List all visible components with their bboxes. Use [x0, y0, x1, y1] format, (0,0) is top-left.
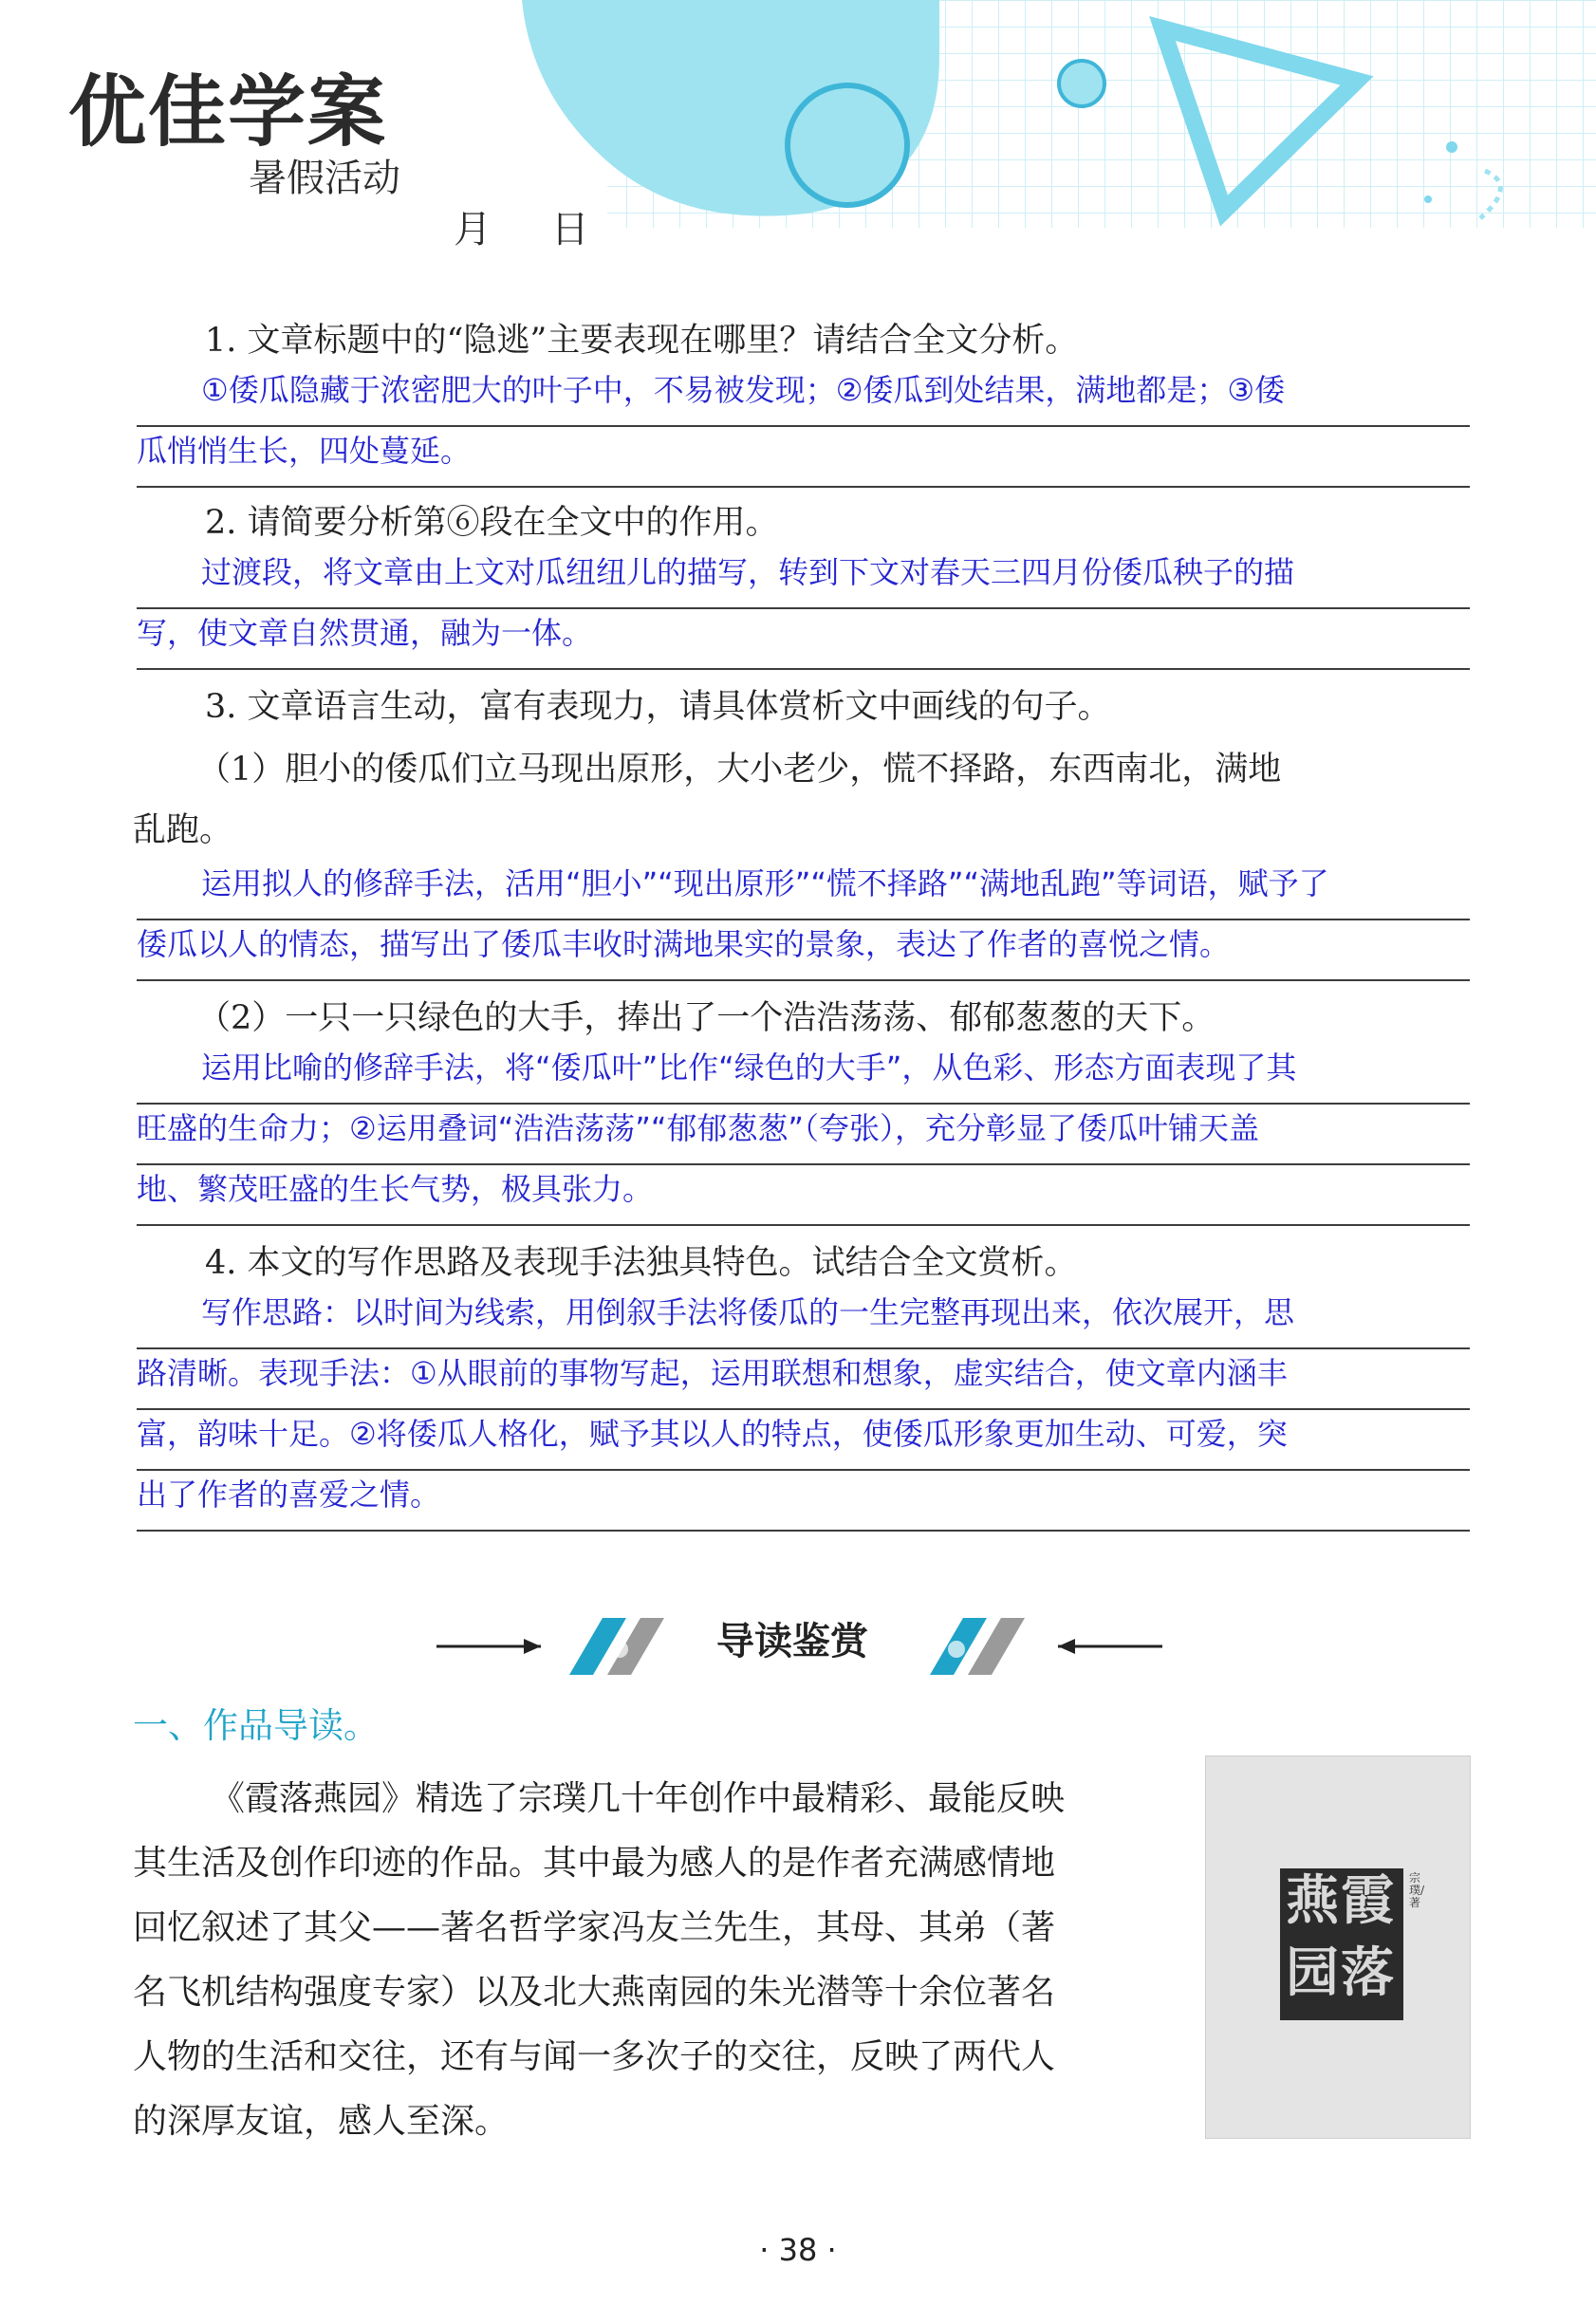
answer-line: 出了作者的喜爱之情。 — [137, 1471, 1470, 1532]
answer-4 — [137, 1289, 1470, 1532]
intro-paragraph — [133, 1767, 1177, 2154]
answer-line: ①倭瓜隐藏于浓密肥大的叶子中，不易被发现；②倭瓜到处结果，满地都是；③倭 — [137, 366, 1470, 427]
header-decoration — [493, 0, 1596, 256]
paragraph-line: 人物的生活和交往，还有与闻一多次子的交往，反映了两代人 — [133, 2037, 1056, 2076]
book-title-char: 园 — [1286, 1941, 1339, 2004]
book-author: 宗璞/著 — [1409, 1871, 1425, 1910]
paragraph-line: 《霞落燕园》精选了宗璞几十年创作中最精彩、最能反映 — [211, 1779, 1066, 1818]
answer-line: 倭瓜以人的情态，描写出了倭瓜丰收时满地果实的景象，表达了作者的喜悦之情。 — [137, 920, 1470, 981]
paragraph-line: 回忆叙述了其父——著名哲学家冯友兰先生，其母、其弟（著 — [133, 1908, 1056, 1947]
question-1: 1. 文章标题中的“隐逃”主要表现在哪里？请结合全文分析。 — [205, 322, 1079, 360]
date-month-label: 月 — [454, 208, 492, 251]
date-field — [454, 208, 589, 251]
question-3-sub-1-cont: 乱跑。 — [133, 811, 233, 849]
paragraph-line: 其生活及创作印迹的作品。其中最为感人的是作者充满感情地 — [133, 1844, 1056, 1883]
answer-line: 旺盛的生命力；②运用叠词“浩浩荡荡”“郁郁葱葱”（夸张），充分彰显了倭瓜叶铺天盖 — [137, 1105, 1470, 1165]
answer-line: 运用拟人的修辞手法，活用“胆小”“现出原形”“慌不择路”“满地乱跑”等词语，赋予了 — [137, 860, 1470, 920]
page-number: · 38 · — [759, 2232, 837, 2268]
section-banner-title: 导读鉴赏 — [716, 1620, 868, 1663]
answer-line: 地、繁茂旺盛的生长气势，极具张力。 — [137, 1165, 1470, 1226]
paragraph-line: 的深厚友谊，感人至深。 — [133, 2102, 510, 2141]
question-2: 2. 请简要分析第⑥段在全文中的作用。 — [205, 504, 779, 542]
answer-line: 瓜悄悄生长，四处蔓延。 — [137, 427, 1470, 488]
question-4: 4. 本文的写作思路及表现手法独具特色。试结合全文赏析。 — [205, 1244, 1078, 1282]
question-3-sub-1: （1）胆小的倭瓜们立马现出原形，大小老少，慌不择路，东西南北，满地 — [197, 751, 1282, 789]
paragraph-line: 名飞机结构强度专家）以及北大燕南园的朱光潜等十余位著名 — [133, 1973, 1056, 2012]
answer-line: 写，使文章自然贯通，融为一体。 — [137, 609, 1470, 670]
answer-3-1 — [137, 860, 1470, 981]
answer-1 — [137, 366, 1470, 488]
answer-line: 富，韵味十足。②将倭瓜人格化，赋予其以人的特点，使倭瓜形象更加生动、可爱，突 — [137, 1410, 1470, 1471]
book-cover-image — [1205, 1755, 1471, 2139]
answer-3-2 — [137, 1044, 1470, 1226]
answer-line: 过渡段，将文章由上文对瓜纽纽儿的描写，转到下文对春天三四月份倭瓜秧子的描 — [137, 548, 1470, 609]
brand-title: 优佳学案 — [68, 67, 388, 158]
date-day-label: 日 — [550, 208, 589, 251]
question-3: 3. 文章语言生动，富有表现力，请具体赏析文中画线的句子。 — [205, 688, 1111, 726]
answer-2 — [137, 548, 1470, 670]
book-title-char: 落 — [1341, 1941, 1394, 2004]
book-title-char: 霞 — [1341, 1869, 1394, 1932]
answer-line: 路清晰。表现手法：①从眼前的事物写起，运用联想和想象，虚实结合，使文章内涵丰 — [137, 1349, 1470, 1410]
question-3-sub-2: （2）一只一只绿色的大手，捧出了一个浩浩荡荡、郁郁葱葱的天下。 — [197, 999, 1216, 1037]
answer-line: 写作思路：以时间为线索，用倒叙手法将倭瓜的一生完整再现出来，依次展开，思 — [137, 1289, 1470, 1349]
brand-subtitle: 暑假活动 — [249, 157, 400, 200]
answer-line: 运用比喻的修辞手法，将“倭瓜叶”比作“绿色的大手”，从色彩、形态方面表现了其 — [137, 1044, 1470, 1105]
section-heading: 一、作品导读。 — [133, 1705, 379, 1746]
book-title-char: 燕 — [1286, 1869, 1339, 1932]
